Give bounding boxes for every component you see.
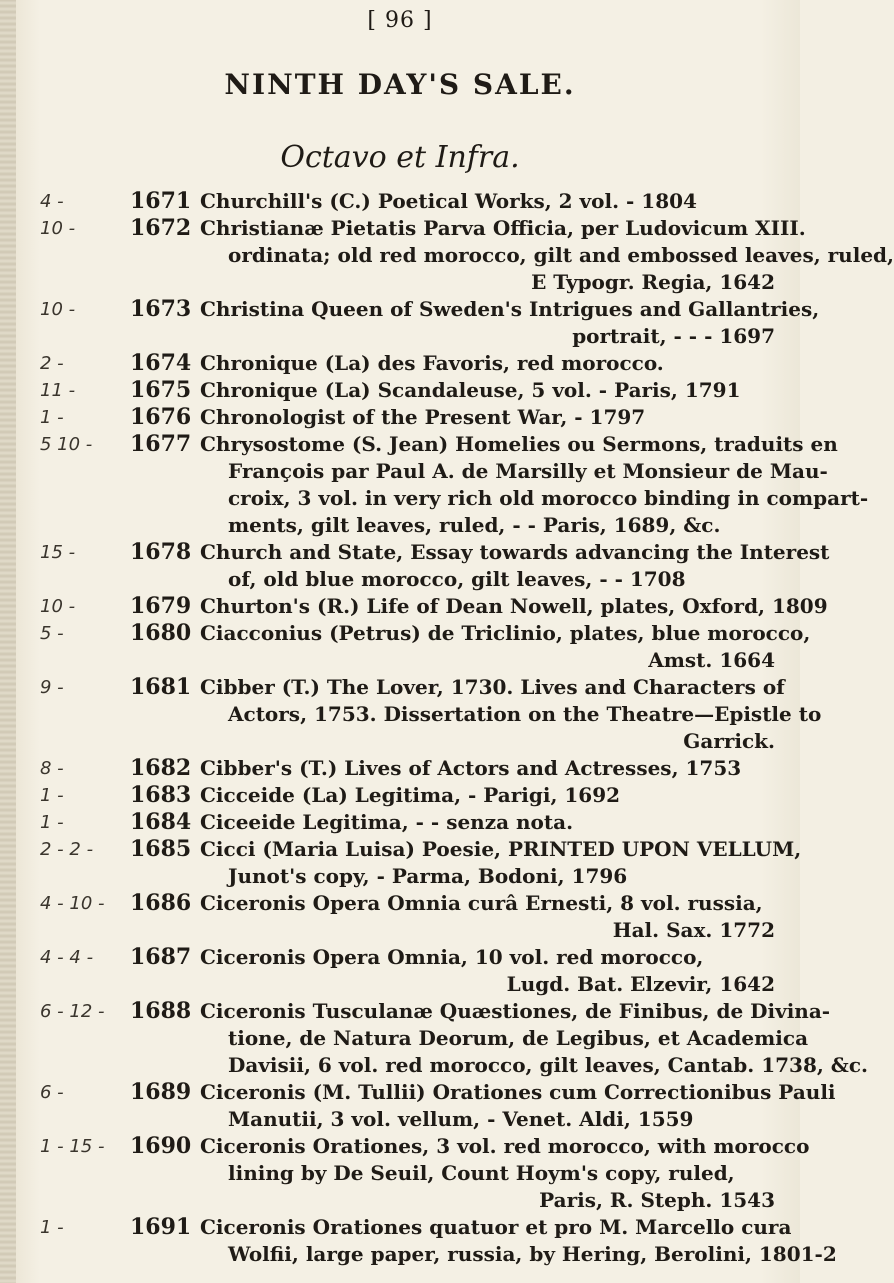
lot-description xyxy=(200,1079,836,1133)
lot-list xyxy=(0,188,894,1268)
lot-price-annotation: 11 - xyxy=(40,380,76,401)
lot-description-line: croix, 3 vol. in very rich old morocco binding in compart- xyxy=(228,486,869,510)
lot-description-line: Ciceronis Opera Omnia, 10 vol. red morocco, xyxy=(200,945,704,969)
lot-description xyxy=(200,404,775,431)
lot-price-annotation: 15 - xyxy=(40,542,76,563)
lot-description-line: Chronique (La) des Favoris, red morocco. xyxy=(200,351,664,375)
lot-description-line: Chronologist of the Present War, - 1797 xyxy=(200,405,646,429)
lot-description-line: of, old blue morocco, gilt leaves, - - 1708 xyxy=(228,567,686,591)
lot-description-line: Hal. Sax. 1772 xyxy=(612,918,775,942)
lot-description xyxy=(200,782,775,809)
lot-number: 1685 xyxy=(130,836,192,862)
lot-description xyxy=(200,1214,837,1268)
lot-description-line: Manutii, 3 vol. vellum, - Venet. Aldi, 1559 xyxy=(228,1107,694,1131)
lot-description xyxy=(200,350,775,377)
lot-description-line: portrait, - - - 1697 xyxy=(572,324,775,348)
lot-number: 1679 xyxy=(130,593,192,619)
lot-entry xyxy=(0,188,800,215)
lot-price-annotation: 6 - 12 - xyxy=(40,1001,105,1022)
lot-price-annotation: 2 - xyxy=(40,353,64,374)
lot-description-line: Church and State, Essay towards advancing the Interest xyxy=(200,540,830,564)
lot-entry xyxy=(0,809,800,836)
lot-price-annotation: 6 - xyxy=(40,1082,64,1103)
lot-entry xyxy=(0,377,800,404)
lot-description xyxy=(200,755,775,782)
lot-description-line: Cicci (Maria Luisa) Poesie, PRINTED UPON VELLUM, xyxy=(200,837,802,861)
lot-entry xyxy=(0,431,869,539)
lot-description-line: Ciceronis Orationes quatuor et pro M. Marcello cura xyxy=(200,1215,792,1239)
lot-price-annotation: 8 - xyxy=(40,758,64,779)
lot-entry xyxy=(0,620,811,674)
page-number: [ 96 ] xyxy=(367,8,433,33)
lot-description-line: François par Paul A. de Marsilly et Monsieur de Mau- xyxy=(228,459,828,483)
lot-description-line: Amst. 1664 xyxy=(648,648,775,672)
lot-number: 1678 xyxy=(130,539,192,565)
lot-number: 1676 xyxy=(130,404,192,430)
lot-number: 1689 xyxy=(130,1079,192,1105)
lot-price-annotation: 1 - 15 - xyxy=(40,1136,105,1157)
lot-description-line: Garrick. xyxy=(683,729,775,753)
lot-entry xyxy=(0,1214,837,1268)
lot-description-line: Ciceronis Opera Omnia curâ Ernesti, 8 vol. russia, xyxy=(200,891,763,915)
lot-description xyxy=(200,188,775,215)
lot-description xyxy=(200,593,828,620)
lot-number: 1677 xyxy=(130,431,192,457)
lot-description-line: Ciceronis Tusculanæ Quæstiones, de Finibus, de Divina- xyxy=(200,999,831,1023)
lot-description-line: Cibber (T.) The Lover, 1730. Lives and Characters of xyxy=(200,675,785,699)
lot-number: 1681 xyxy=(130,674,192,700)
section-title: Octavo et Infra. xyxy=(280,140,520,175)
lot-price-annotation: 10 - xyxy=(40,299,76,320)
lot-description xyxy=(200,296,820,350)
lot-number: 1688 xyxy=(130,998,192,1024)
lot-entry xyxy=(0,674,822,755)
lot-description xyxy=(200,998,868,1079)
lot-description xyxy=(200,377,775,404)
lot-number: 1674 xyxy=(130,350,192,376)
lot-price-annotation: 10 - xyxy=(40,218,76,239)
lot-number: 1682 xyxy=(130,755,192,781)
lot-number: 1684 xyxy=(130,809,192,835)
lot-description-line: Ciceeide Legitima, - - senza nota. xyxy=(200,810,574,834)
lot-entry xyxy=(0,836,800,890)
lot-description-line: Christina Queen of Sweden's Intrigues and Gallantries, xyxy=(200,297,820,321)
lot-description-line: Chronique (La) Scandaleuse, 5 vol. - Paris, 1791 xyxy=(200,378,741,402)
lot-entry xyxy=(0,1133,810,1214)
lot-description-line: E Typogr. Regia, 1642 xyxy=(531,270,775,294)
lot-description-line: Churton's (R.) Life of Dean Nowell, plates, Oxford, 1809 xyxy=(200,594,828,618)
lot-description-line: lining by De Seuil, Count Hoym's copy, ruled, xyxy=(228,1161,735,1185)
lot-number: 1675 xyxy=(130,377,192,403)
lot-description xyxy=(200,944,775,998)
lot-description xyxy=(200,836,802,890)
lot-entry xyxy=(0,944,800,998)
lot-description-line: tione, de Natura Deorum, de Legibus, et Academica xyxy=(228,1026,809,1050)
lot-number: 1683 xyxy=(130,782,192,808)
lot-entry xyxy=(0,1079,836,1133)
lot-description-line: Lugd. Bat. Elzevir, 1642 xyxy=(506,972,775,996)
lot-price-annotation: 4 - xyxy=(40,191,64,212)
lot-description-line: Cibber's (T.) Lives of Actors and Actresses, 1753 xyxy=(200,756,742,780)
lot-price-annotation: 1 - xyxy=(40,812,64,833)
lot-entry xyxy=(0,539,830,593)
lot-description xyxy=(200,539,830,593)
lot-description-line: Churchill's (C.) Poetical Works, 2 vol. - 1804 xyxy=(200,189,697,213)
lot-number: 1690 xyxy=(130,1133,192,1159)
lot-description-line: Cicceide (La) Legitima, - Parigi, 1692 xyxy=(200,783,621,807)
lot-description xyxy=(200,674,822,755)
sale-title: NINTH DAY'S SALE. xyxy=(224,68,576,101)
lot-price-annotation: 4 - 4 - xyxy=(40,947,94,968)
lot-price-annotation: 9 - xyxy=(40,677,64,698)
lot-description-line: Chrysostome (S. Jean) Homelies ou Sermons, traduits en xyxy=(200,432,838,456)
lot-description-line: Ciceronis Orationes, 3 vol. red morocco, with morocco xyxy=(200,1134,810,1158)
lot-entry xyxy=(0,755,800,782)
lot-number: 1687 xyxy=(130,944,192,970)
lot-description-line: Ciceronis (M. Tullii) Orationes cum Correctionibus Pauli xyxy=(200,1080,836,1104)
lot-description-line: Paris, R. Steph. 1543 xyxy=(539,1188,775,1212)
lot-price-annotation: 5 - xyxy=(40,623,64,644)
lot-entry xyxy=(0,296,820,350)
lot-entry xyxy=(0,404,800,431)
lot-description-line: Christianæ Pietatis Parva Officia, per Ludovicum XIII. xyxy=(200,216,806,240)
lot-number: 1671 xyxy=(130,188,192,214)
lot-description-line: Junot's copy, - Parma, Bodoni, 1796 xyxy=(228,864,628,888)
lot-price-annotation: 1 - xyxy=(40,785,64,806)
lot-entry xyxy=(0,998,868,1079)
lot-entry xyxy=(0,593,828,620)
lot-description-line: ordinata; old red morocco, gilt and embossed leaves, ruled, xyxy=(228,243,894,267)
lot-number: 1672 xyxy=(130,215,192,241)
lot-number: 1686 xyxy=(130,890,192,916)
lot-number: 1680 xyxy=(130,620,192,646)
lot-description xyxy=(200,431,869,539)
lot-description xyxy=(200,215,894,296)
lot-description-line: Ciacconius (Petrus) de Triclinio, plates, blue morocco, xyxy=(200,621,811,645)
lot-price-annotation: 1 - xyxy=(40,1217,64,1238)
lot-entry xyxy=(0,890,800,944)
lot-description-line: Actors, 1753. Dissertation on the Theatre—Epistle to xyxy=(228,702,822,726)
lot-entry xyxy=(0,215,894,296)
lot-description-line: Wolfii, large paper, russia, by Hering, Berolini, 1801-2 xyxy=(228,1242,837,1266)
lot-description xyxy=(200,890,775,944)
lot-price-annotation: 2 - 2 - xyxy=(40,839,94,860)
lot-price-annotation: 4 - 10 - xyxy=(40,893,105,914)
lot-price-annotation: 1 - xyxy=(40,407,64,428)
lot-description xyxy=(200,620,811,674)
lot-description-line: Davisii, 6 vol. red morocco, gilt leaves, Cantab. 1738, &c. xyxy=(228,1053,868,1077)
lot-entry xyxy=(0,350,800,377)
lot-description xyxy=(200,1133,810,1214)
lot-number: 1673 xyxy=(130,296,192,322)
lot-description xyxy=(200,809,775,836)
lot-description-line: ments, gilt leaves, ruled, - - Paris, 1689, &c. xyxy=(228,513,721,537)
lot-price-annotation: 5 10 - xyxy=(40,434,93,455)
lot-price-annotation: 10 - xyxy=(40,596,76,617)
lot-number: 1691 xyxy=(130,1214,192,1240)
lot-entry xyxy=(0,782,800,809)
